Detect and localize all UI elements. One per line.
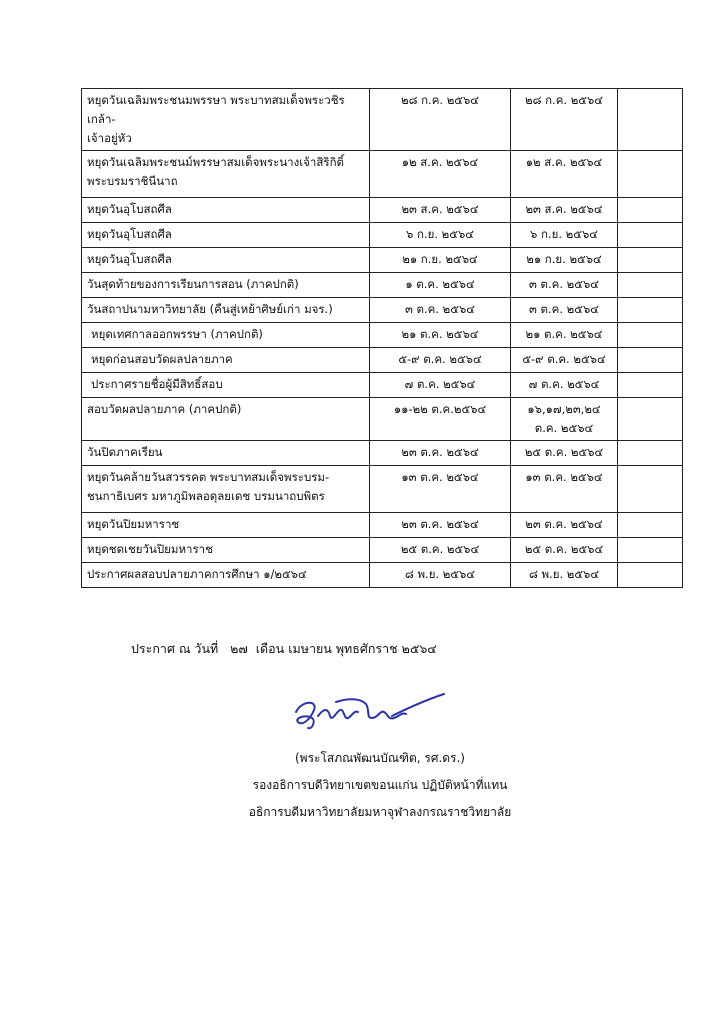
end-date-cell: ๒๘ ก.ค. ๒๕๖๔ [511,89,618,151]
table-row [82,248,683,273]
note-cell [618,513,683,538]
start-date-cell: ๒๓ ต.ค. ๒๕๖๔ [370,513,511,538]
note-cell [618,373,683,398]
note-cell [618,398,683,441]
event-name-cell [82,298,370,323]
start-date-cell: ๒๕ ต.ค. ๒๕๖๔ [370,538,511,563]
end-date-cell: ๒๕ ต.ค. ๒๕๖๔ [511,538,618,563]
start-date-cell: ๒๑ ก.ย. ๒๕๖๔ [370,248,511,273]
announcement-year: ๒๕๖๔ [401,641,437,656]
start-date-cell: ๑๒ ส.ค. ๒๕๖๔ [370,151,511,198]
start-date-cell: ๒๓ ต.ค. ๒๕๖๔ [370,441,511,466]
event-name-cell [82,441,370,466]
event-name-cell [82,538,370,563]
note-cell [618,89,683,151]
end-date-cell: ๕-๙ ต.ค. ๒๕๖๔ [511,348,618,373]
start-date-cell: ๑ ต.ค. ๒๕๖๔ [370,273,511,298]
event-name-line: หยุดวันปิยมหาราช [87,517,180,531]
event-name-cell [82,273,370,298]
end-date-cell: ๓ ต.ค. ๒๕๖๔ [511,298,618,323]
event-name-line: ประกาศผลสอบปลายภาคการศึกษา ๑/๒๕๖๔ [87,567,307,581]
event-name-line: วันสถาปนามหาวิทยาลัย (คืนสู่เหย้าศิษย์เก่า มจร.) [87,302,333,316]
event-name-line: พระบรมราชินีนาถ [87,174,178,188]
event-name-line: ประกาศรายชื่อผู้มีสิทธิ์สอบ [91,377,223,391]
note-cell [618,323,683,348]
academic-calendar-table [81,88,683,588]
table-row [82,298,683,323]
event-name-line: หยุดชดเชยวันปิยมหาราช [87,542,213,556]
table-row [82,513,683,538]
announcement-month-label: เดือน [255,641,285,656]
note-cell [618,151,683,198]
table-row [82,273,683,298]
event-name-line: ชนกาธิเบศร มหาภูมิพลอดุลยเดช บรมนาถบพิตร [87,489,325,503]
event-name-cell [82,323,370,348]
event-name-cell [82,513,370,538]
end-date-cell: ๒๕ ต.ค. ๒๕๖๔ [511,441,618,466]
table-row [82,151,683,198]
event-name-cell [82,198,370,223]
event-name-cell [82,563,370,588]
start-date-cell: ๓ ต.ค. ๒๕๖๔ [370,298,511,323]
event-name-line: หยุดวันอุโบสถศีล [87,202,172,216]
signatory-block [200,745,560,826]
end-date-cell: ๒๓ ต.ค. ๒๕๖๔ [511,513,618,538]
table-row [82,223,683,248]
table-row [82,441,683,466]
table-row [82,89,683,151]
event-name-cell [82,373,370,398]
table-row [82,198,683,223]
event-name-line: หยุดวันอุโบสถศีล [87,252,172,266]
event-name-line: หยุดวันเฉลิมพระชนมพรรษา พระบาทสมเด็จพระวชิรเกล้า- [87,93,345,126]
event-name-cell [82,466,370,513]
end-date-cell: ๒๓ ส.ค. ๒๕๖๔ [511,198,618,223]
table-row [82,398,683,441]
table-row [82,373,683,398]
start-date-cell: ๕-๙ ต.ค. ๒๕๖๔ [370,348,511,373]
event-name-line: หยุดวันอุโบสถศีล [87,227,172,241]
event-name-cell [82,348,370,373]
announcement-line [131,639,437,659]
signatory-name: (พระโสภณพัฒนบัณฑิต, รศ.ดร.) [295,751,465,765]
end-date-cell: ๖ ก.ย. ๒๕๖๔ [511,223,618,248]
table-row [82,348,683,373]
note-cell [618,466,683,513]
end-date-cell: ๘ พ.ย. ๒๕๖๔ [511,563,618,588]
end-date-cell: ๑๓ ต.ค. ๒๕๖๔ [511,466,618,513]
event-name-line: หยุดวันเฉลิมพระชนม์พรรษาสมเด็จพระนางเจ้าสิริกิติ์ [87,155,345,169]
announcement-year-label: พุทธศักราช [335,641,398,656]
end-date-cell: ๑๒ ส.ค. ๒๕๖๔ [511,151,618,198]
table-row [82,538,683,563]
table-row [82,323,683,348]
note-cell [618,298,683,323]
end-date-cell: ๒๑ ก.ย. ๒๕๖๔ [511,248,618,273]
announcement-month: เมษายน [288,641,332,656]
event-name-line: หยุดก่อนสอบวัดผลปลายภาค [91,352,233,366]
start-date-cell: ๘ พ.ย. ๒๕๖๔ [370,563,511,588]
start-date-cell: ๖ ก.ย. ๒๕๖๔ [370,223,511,248]
note-cell [618,248,683,273]
note-cell [618,441,683,466]
event-name-line: หยุดเทศกาลออกพรรษา (ภาคปกติ) [91,327,263,341]
end-date-cell: ๑๖,๑๗,๒๓,๒๔ ต.ค. ๒๕๖๔ [511,398,618,441]
event-name-cell [82,248,370,273]
event-name-line: เจ้าอยู่หัว [87,131,132,145]
start-date-cell: ๗ ต.ค. ๒๕๖๔ [370,373,511,398]
event-name-line: หยุดวันคล้ายวันสวรรคต พระบาทสมเด็จพระบรม- [87,470,330,484]
start-date-cell: ๑๓ ต.ค. ๒๕๖๔ [370,466,511,513]
end-date-cell: ๓ ต.ค. ๒๕๖๔ [511,273,618,298]
handwritten-signature [288,690,448,738]
end-date-cell: ๒๑ ต.ค. ๒๕๖๔ [511,323,618,348]
start-date-cell: ๒๘ ก.ค. ๒๕๖๔ [370,89,511,151]
event-name-line: วันสุดท้ายของการเรียนการสอน (ภาคปกติ) [87,277,299,291]
note-cell [618,273,683,298]
table-row [82,466,683,513]
event-name-cell [82,151,370,198]
event-name-cell [82,398,370,441]
signatory-position-line2: อธิการบดีมหาวิทยาลัยมหาจุฬาลงกรณราชวิทยาลัย [248,805,512,819]
announcement-day: ๒๗ [230,641,248,656]
start-date-cell: ๒๑ ต.ค. ๒๕๖๔ [370,323,511,348]
event-name-line: สอบวัดผลปลายภาค (ภาคปกติ) [87,402,242,416]
signatory-position-line1: รองอธิการบดีวิทยาเขตขอนแก่น ปฏิบัติหน้าที่แทน [252,778,508,792]
start-date-cell: ๑๑-๒๒ ต.ค.๒๕๖๔ [370,398,511,441]
note-cell [618,348,683,373]
event-name-cell [82,223,370,248]
note-cell [618,223,683,248]
note-cell [618,538,683,563]
note-cell [618,563,683,588]
announcement-prefix: ประกาศ ณ วันที่ [131,641,219,656]
table-row [82,563,683,588]
note-cell [618,198,683,223]
event-name-cell [82,89,370,151]
table-body [82,89,683,588]
event-name-line: วันปิดภาคเรียน [87,445,163,459]
start-date-cell: ๒๓ ส.ค. ๒๕๖๔ [370,198,511,223]
end-date-cell: ๗ ต.ค. ๒๕๖๔ [511,373,618,398]
